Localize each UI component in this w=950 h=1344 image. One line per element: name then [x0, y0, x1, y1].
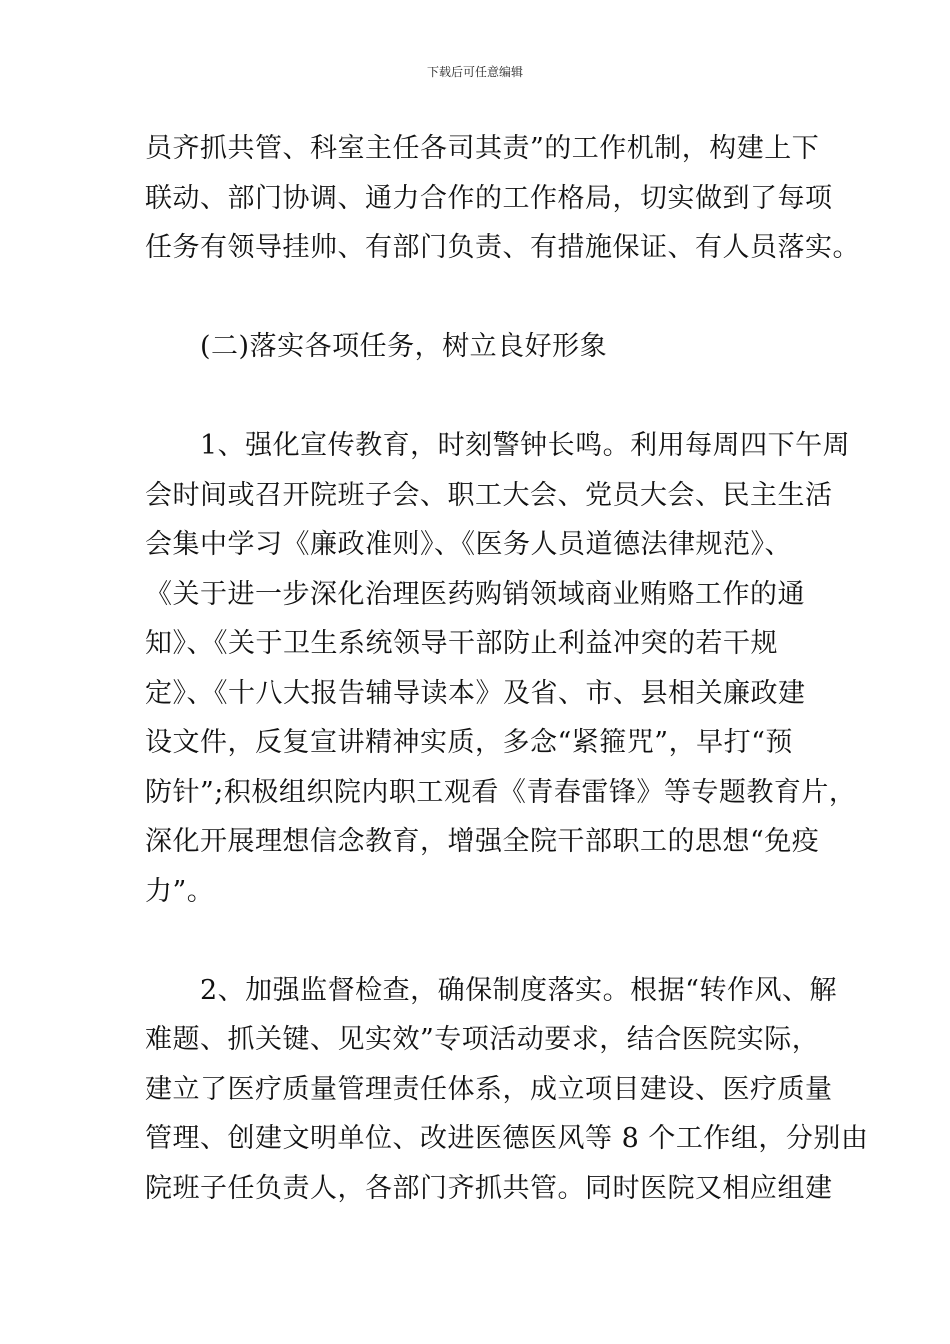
text-line: 会时间或召开院班子会、职工大会、党员大会、民主生活: [145, 479, 833, 511]
paragraph-supervision: [145, 966, 869, 1214]
text-line: (二)落实各项任务，树立良好形象: [145, 331, 608, 362]
paragraph-education: [145, 421, 857, 916]
text-line: 管理、创建文明单位、改进医德医风等 8 个工作组，分别由: [145, 1123, 869, 1154]
text-line: 会集中学习《廉政准则》、《医务人员道德法律规范》、: [145, 529, 792, 560]
paragraph-work-mechanism: [145, 124, 860, 273]
text-line: 《关于进一步深化治理医药购销领域商业贿赂工作的通: [145, 578, 805, 610]
text-line: 员齐抓共管、科室主任各司其责”的工作机制，构建上下: [145, 133, 820, 164]
text-line: 力”。: [145, 875, 215, 907]
text-line: 2、加强监督检查，确保制度落实。根据“转作风、解: [145, 974, 837, 1006]
text-line: 任务有领导挂帅、有部门负责、有措施保证、有人员落实。: [145, 232, 860, 263]
download-note: 下载后可任意编辑: [426, 65, 523, 79]
document-body: [145, 124, 869, 1213]
text-line: 建立了医疗质量管理责任体系，成立项目建设、医疗质量: [145, 1073, 833, 1105]
paragraph-gap: [145, 273, 817, 323]
text-line: 深化开展理想信念教育，增强全院干部职工的思想“免疫: [145, 826, 820, 857]
text-line: 院班子任负责人，各部门齐抓共管。同时医院又相应组建: [145, 1172, 833, 1204]
text-line: 联动、部门协调、通力合作的工作格局，切实做到了每项: [145, 182, 833, 214]
text-line: 定》、《十八大报告辅导读本》及省、市、县相关廉政建: [145, 677, 806, 709]
paragraph-gap: [145, 916, 817, 966]
text-line: 难题、抓关键、见实效”专项活动要求，结合医院实际，: [145, 1024, 820, 1055]
text-line: 1、强化宣传教育，时刻警钟长鸣。利用每周四下午周: [145, 430, 851, 461]
text-line: 设文件，反复宣讲精神实质，多念“紧箍咒”，早打“预: [145, 727, 793, 758]
text-line: 防针”;积极组织院内职工观看《青春雷锋》等专题教育片，: [145, 776, 857, 808]
text-line: 知》、《关于卫生系统领导干部防止利益冲突的若干规: [145, 628, 778, 659]
paragraph-gap: [145, 372, 817, 422]
section-heading: [145, 322, 817, 372]
